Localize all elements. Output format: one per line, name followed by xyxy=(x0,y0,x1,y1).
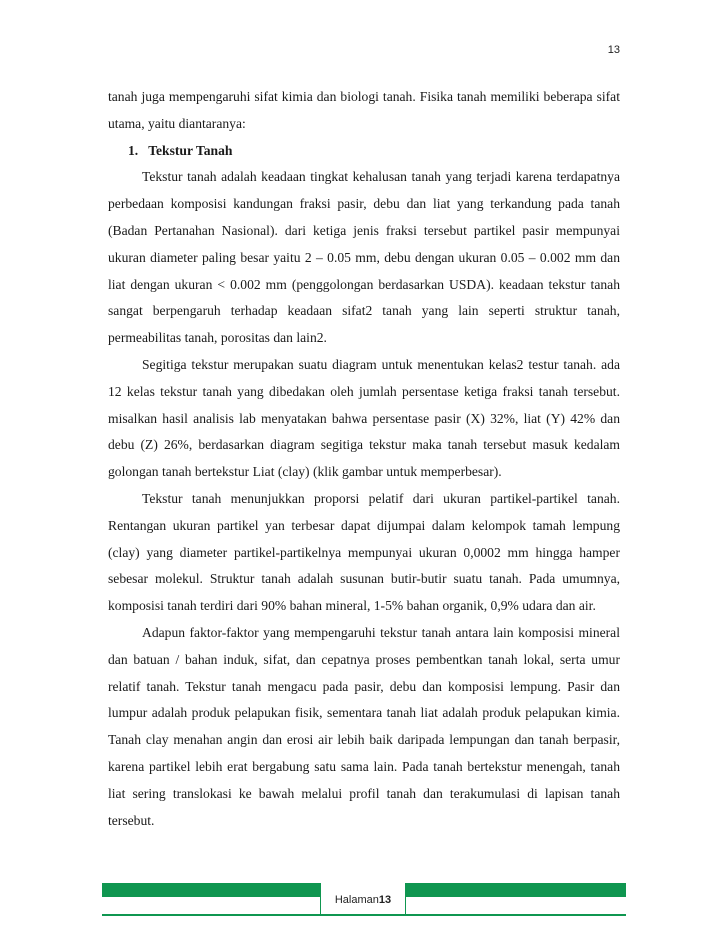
header-page-number: 13 xyxy=(607,44,620,56)
intro-paragraph: tanah juga mempengaruhi sifat kimia dan biologi tanah. Fisika tanah memiliki beberapa sifat utama, yaitu diantaranya: xyxy=(108,89,620,131)
footer-page-label xyxy=(320,894,406,906)
section-number: 1. xyxy=(128,142,139,158)
section-title: Tekstur Tanah xyxy=(148,142,233,158)
page-body xyxy=(108,84,620,834)
body-paragraph-2: Segitiga tekstur merupakan suatu diagram untuk menentukan kelas2 testur tanah. ada 12 kelas tekstur tanah yang dibedakan oleh jumlah persentase ketiga fraksi tanah tersebut. misalkan hasil analisis lab menyatakan bahwa persentase pasir (X) 32%, liat (Y) 42% dan debu (Z) 26%, berdasarkan diagram segitiga tekstur maka tanah tersebut masuk kedalam golongan tanah bertekstur Liat (clay) (klik gambar untuk memperbesar). xyxy=(108,356,620,480)
footer-bar-left xyxy=(102,883,320,897)
body-paragraph-4: Adapun faktor-faktor yang mempengaruhi tekstur tanah antara lain komposisi mineral dan batuan / bahan induk, sifat, dan cepatnya proses pembentkan tanah lokal, serta umur relatif tanah. Tekstur tanah mengacu pada pasir, debu dan komposisi lempung. Pasir dan lumpur adalah produk pelapukan fisik, sementara tanah liat adalah produk pelapukan kimia. Tanah clay menahan angin dan erosi air lebih baik daripada lempungan dan tanah berpasir, karena partikel lebih erat bergabung satu sama lain. Pada tanah bertekstur menengah, tanah liat sering translokasi ke bawah melalui profil tanah dan terakumulasi di lapisan tanah tersebut. xyxy=(108,624,620,828)
body-paragraph-1: Tekstur tanah adalah keadaan tingkat kehalusan tanah yang terjadi karena terdapatnya perbedaan komposisi kandungan fraksi pasir, debu dan liat yang terkandung pada tanah (Badan Pertanahan Nasional). dari ketiga jenis fraksi tersebut partikel pasir mempunyai ukuran diameter paling besar yaitu 2 – 0.05 mm, debu dengan ukuran 0.05 – 0.002 mm dan liat dengan ukuran < 0.002 mm (penggolongan berdasarkan USDA). keadaan tekstur tanah sangat berpengaruh terhadap keadaan sifat2 tanah yang lain seperti struktur tanah, permeabilitas tanah, porositas dan lain2. xyxy=(108,169,620,346)
footer-label-text: Halaman xyxy=(334,894,379,906)
section-heading xyxy=(108,138,620,165)
footer-page-number: 13 xyxy=(378,894,392,906)
body-paragraph-3: Tekstur tanah menunjukkan proporsi pelatif dari ukuran partikel-partikel tanah. Rentangan ukuran partikel yan terbesar dapat dijumpai dalam kelompok tamah lempung (clay) yang diameter partikel-partikelnya mempunyai ukuran 0,0002 mm hingga hamper sebesar molekul. Struktur tanah adalah susunan butir-butir suatu tanah. Pada umumnya, komposisi tanah terdiri dari 90% bahan mineral, 1-5% bahan organik, 0,9% udara dan air. xyxy=(108,490,620,614)
footer-line xyxy=(102,914,626,916)
